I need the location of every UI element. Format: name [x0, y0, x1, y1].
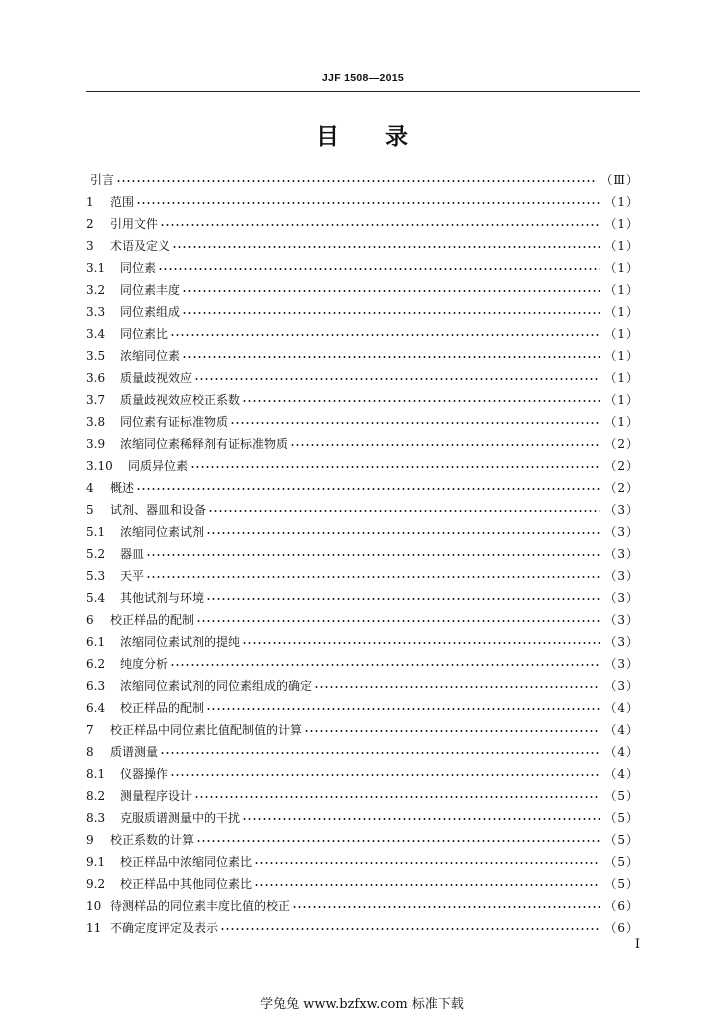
- toc-entry[interactable]: [86, 587, 639, 609]
- toc-entry-page: （1）: [604, 283, 639, 297]
- toc-entry-page: （5）: [604, 877, 639, 891]
- toc-entry[interactable]: [86, 433, 639, 455]
- toc-entry-label: 概述: [110, 481, 135, 495]
- toc-entry-label: 同位素有证标准物质: [120, 415, 229, 429]
- toc-entry-page: （1）: [604, 393, 639, 407]
- toc-entry-number: 9.1: [86, 855, 106, 869]
- toc-entry-page: （5）: [604, 833, 639, 847]
- toc-entry-page: （1）: [604, 217, 639, 231]
- toc-dot-leader: [172, 244, 600, 250]
- toc-entry-label: 浓缩同位素试剂的同位素组成的确定: [120, 679, 313, 693]
- toc-entry[interactable]: [86, 543, 639, 565]
- toc-entry-number: 1: [86, 195, 94, 209]
- toc-dot-leader: [170, 662, 600, 668]
- toc-dot-leader: [194, 794, 600, 800]
- toc-entry[interactable]: [86, 741, 639, 763]
- toc-dot-leader: [292, 904, 600, 910]
- toc-dot-leader: [314, 684, 600, 690]
- toc-entry-page: （4）: [604, 723, 639, 737]
- toc-entry-label: 校正样品中浓缩同位素比: [120, 855, 253, 869]
- toc-entry-label: 天平: [120, 569, 145, 583]
- toc-dot-leader: [208, 508, 600, 514]
- toc-entry-page: （2）: [604, 437, 639, 451]
- toc-entry[interactable]: [86, 785, 639, 807]
- toc-entry-page: （1）: [604, 415, 639, 429]
- toc-entry-label: 质谱测量: [110, 745, 159, 759]
- document-code-header: JJF 1508—2015: [321, 72, 405, 84]
- toc-entry-page: （4）: [604, 767, 639, 781]
- toc-entry[interactable]: [86, 631, 639, 653]
- toc-dot-leader: [158, 266, 600, 272]
- toc-entry-label: 质量歧视效应: [120, 371, 193, 385]
- toc-entry[interactable]: [86, 807, 639, 829]
- toc-entry[interactable]: [86, 697, 639, 719]
- toc-dot-leader: [290, 442, 600, 448]
- toc-entry[interactable]: [86, 213, 639, 235]
- toc-entry[interactable]: [86, 521, 639, 543]
- toc-dot-leader: [170, 772, 600, 778]
- toc-dot-leader: [242, 398, 600, 404]
- toc-entry-number: 5.2: [86, 547, 106, 561]
- toc-entry[interactable]: [86, 609, 639, 631]
- toc-entry-label: 范围: [110, 195, 135, 209]
- toc-entry-label: 术语及定义: [110, 239, 171, 253]
- toc-entry-number: 5.3: [86, 569, 106, 583]
- toc-dot-leader: [230, 420, 600, 426]
- toc-entry-number: 11: [86, 921, 102, 935]
- toc-dot-leader: [254, 860, 600, 866]
- toc-entry-number: 3.3: [86, 305, 106, 319]
- toc-dot-leader: [304, 728, 600, 734]
- toc-entry-number: 8.2: [86, 789, 106, 803]
- toc-entry-label: 校正样品的配制: [110, 613, 195, 627]
- toc-entry-page: （1）: [604, 349, 639, 363]
- toc-entry-label: 同位素比: [120, 327, 169, 341]
- toc-entry[interactable]: [86, 565, 639, 587]
- toc-entry-label: 其他试剂与环境: [120, 591, 205, 605]
- toc-entry[interactable]: [86, 829, 639, 851]
- toc-dot-leader: [206, 596, 600, 602]
- toc-dot-leader: [206, 706, 600, 712]
- toc-entry[interactable]: [86, 301, 639, 323]
- toc-entry[interactable]: [86, 235, 639, 257]
- toc-entry-label: 同位素丰度: [120, 283, 181, 297]
- toc-entry-number: 4: [86, 481, 94, 495]
- toc-entry[interactable]: [86, 499, 639, 521]
- toc-entry-number: 6: [86, 613, 94, 627]
- toc-entry[interactable]: [86, 873, 639, 895]
- toc-entry-label: 校正样品中其他同位素比: [120, 877, 253, 891]
- toc-entry-page: （1）: [604, 239, 639, 253]
- toc-entry-number: 2: [86, 217, 94, 231]
- toc-entry[interactable]: [86, 917, 639, 939]
- toc-entry[interactable]: [86, 345, 639, 367]
- toc-entry-page: （6）: [604, 899, 639, 913]
- toc-dot-leader: [254, 882, 600, 888]
- toc-entry-label: 引用文件: [110, 217, 159, 231]
- toc-dot-leader: [136, 486, 600, 492]
- toc-entry-label: 试剂、器皿和设备: [110, 503, 207, 517]
- toc-entry[interactable]: [86, 719, 639, 741]
- page-number: Ⅰ: [634, 937, 640, 952]
- toc-entry-page: （6）: [604, 921, 639, 935]
- toc-entry[interactable]: [86, 323, 639, 345]
- toc-entry-number: 9.2: [86, 877, 106, 891]
- toc-entry[interactable]: [86, 257, 639, 279]
- toc-dot-leader: [182, 354, 600, 360]
- toc-entry-page: （2）: [604, 459, 639, 473]
- toc-dot-leader: [182, 288, 600, 294]
- toc-entry-label: 质量歧视效应校正系数: [120, 393, 241, 407]
- table-of-contents: [86, 169, 639, 939]
- toc-entry[interactable]: [86, 389, 639, 411]
- toc-entry-label: 不确定度评定及表示: [110, 921, 219, 935]
- toc-entry-page: （3）: [604, 657, 639, 671]
- toc-entry-number: 3.7: [86, 393, 106, 407]
- toc-entry-page: （1）: [604, 195, 639, 209]
- toc-entry-page: （2）: [604, 481, 639, 495]
- toc-entry-page: （5）: [604, 811, 639, 825]
- toc-entry-number: 3.2: [86, 283, 106, 297]
- toc-entry-number: 3.5: [86, 349, 106, 363]
- toc-entry-page: （4）: [604, 701, 639, 715]
- toc-entry-number: 8.3: [86, 811, 106, 825]
- toc-entry[interactable]: [86, 675, 639, 697]
- toc-entry-label: 同位素组成: [120, 305, 181, 319]
- toc-entry-label: 引言: [90, 173, 115, 187]
- toc-entry-page: （4）: [604, 745, 639, 759]
- toc-entry[interactable]: [86, 455, 639, 477]
- toc-entry[interactable]: [86, 367, 639, 389]
- toc-dot-leader: [196, 618, 600, 624]
- toc-entry-number: 6.3: [86, 679, 106, 693]
- toc-dot-leader: [136, 200, 600, 206]
- toc-entry-number: 5: [86, 503, 94, 517]
- toc-entry-page: （3）: [604, 547, 639, 561]
- toc-dot-leader: [116, 178, 596, 184]
- toc-entry[interactable]: [86, 477, 639, 499]
- toc-entry-page: （3）: [604, 503, 639, 517]
- toc-entry-label: 纯度分析: [120, 657, 169, 671]
- toc-dot-leader: [146, 552, 600, 558]
- toc-dot-leader: [170, 332, 600, 338]
- watermark-footer[interactable]: 学兔兔 www.bzfxw.com 标准下载: [260, 997, 464, 1012]
- toc-entry-number: 3: [86, 239, 94, 253]
- title-char-2: 录: [385, 123, 410, 150]
- toc-entry-page: （1）: [604, 371, 639, 385]
- toc-entry-number: 6.2: [86, 657, 106, 671]
- toc-entry-page: （1）: [604, 305, 639, 319]
- toc-entry-page: （Ⅲ）: [600, 173, 639, 187]
- toc-entry[interactable]: [86, 851, 639, 873]
- toc-entry-number: 3.8: [86, 415, 106, 429]
- toc-dot-leader: [206, 530, 600, 536]
- header-divider: [86, 91, 640, 92]
- toc-entry-number: 3.6: [86, 371, 106, 385]
- toc-entry-label: 克服质谱测量中的干扰: [120, 811, 241, 825]
- toc-entry-page: （1）: [604, 327, 639, 341]
- toc-entry-number: 3.9: [86, 437, 106, 451]
- toc-dot-leader: [146, 574, 600, 580]
- toc-entry-number: 10: [86, 899, 102, 913]
- toc-entry-page: （3）: [604, 525, 639, 539]
- toc-entry[interactable]: [86, 411, 639, 433]
- toc-entry-label: 器皿: [120, 547, 145, 561]
- toc-entry-label: 校正样品的配制: [120, 701, 205, 715]
- toc-entry-label: 测量程序设计: [120, 789, 193, 803]
- toc-entry-number: 7: [86, 723, 94, 737]
- toc-entry-number: 8: [86, 745, 94, 759]
- toc-entry-number: 5.4: [86, 591, 106, 605]
- toc-dot-leader: [190, 464, 600, 470]
- toc-entry-page: （3）: [604, 635, 639, 649]
- toc-dot-leader: [242, 640, 600, 646]
- toc-entry[interactable]: [86, 763, 639, 785]
- toc-entry-label: 浓缩同位素: [120, 349, 181, 363]
- toc-entry-label: 校正样品中同位素比值配制值的计算: [110, 723, 303, 737]
- toc-dot-leader: [220, 926, 600, 932]
- toc-entry-page: （3）: [604, 679, 639, 693]
- toc-entry-page: （1）: [604, 261, 639, 275]
- toc-entry[interactable]: [86, 653, 639, 675]
- toc-entry-label: 待测样品的同位素丰度比值的校正: [110, 899, 291, 913]
- toc-entry[interactable]: [86, 169, 639, 191]
- title-char-1: 目: [316, 123, 341, 150]
- toc-entry[interactable]: [86, 279, 639, 301]
- toc-dot-leader: [194, 376, 600, 382]
- toc-entry-page: （5）: [604, 855, 639, 869]
- toc-entry-number: 6.4: [86, 701, 106, 715]
- toc-entry-label: 浓缩同位素稀释剂有证标准物质: [120, 437, 289, 451]
- toc-entry-number: 9: [86, 833, 94, 847]
- toc-entry-page: （3）: [604, 569, 639, 583]
- toc-entry-page: （3）: [604, 613, 639, 627]
- toc-entry-number: 3.1: [86, 261, 106, 275]
- toc-entry-number: 3.10: [86, 459, 113, 473]
- toc-dot-leader: [160, 750, 600, 756]
- toc-entry-label: 校正系数的计算: [110, 833, 195, 847]
- toc-entry-number: 6.1: [86, 635, 106, 649]
- toc-entry[interactable]: [86, 895, 639, 917]
- toc-dot-leader: [196, 838, 600, 844]
- page-title: [86, 118, 640, 151]
- toc-dot-leader: [160, 222, 600, 228]
- toc-entry[interactable]: [86, 191, 639, 213]
- toc-entry-label: 浓缩同位素试剂的提纯: [120, 635, 241, 649]
- toc-entry-number: 5.1: [86, 525, 106, 539]
- toc-entry-page: （5）: [604, 789, 639, 803]
- toc-entry-number: 8.1: [86, 767, 106, 781]
- toc-entry-page: （3）: [604, 591, 639, 605]
- toc-entry-label: 仪器操作: [120, 767, 169, 781]
- toc-entry-label: 同位素: [120, 261, 157, 275]
- toc-dot-leader: [242, 816, 600, 822]
- toc-dot-leader: [182, 310, 600, 316]
- toc-entry-label: 浓缩同位素试剂: [120, 525, 205, 539]
- toc-entry-label: 同质异位素: [128, 459, 189, 473]
- toc-entry-number: 3.4: [86, 327, 106, 341]
